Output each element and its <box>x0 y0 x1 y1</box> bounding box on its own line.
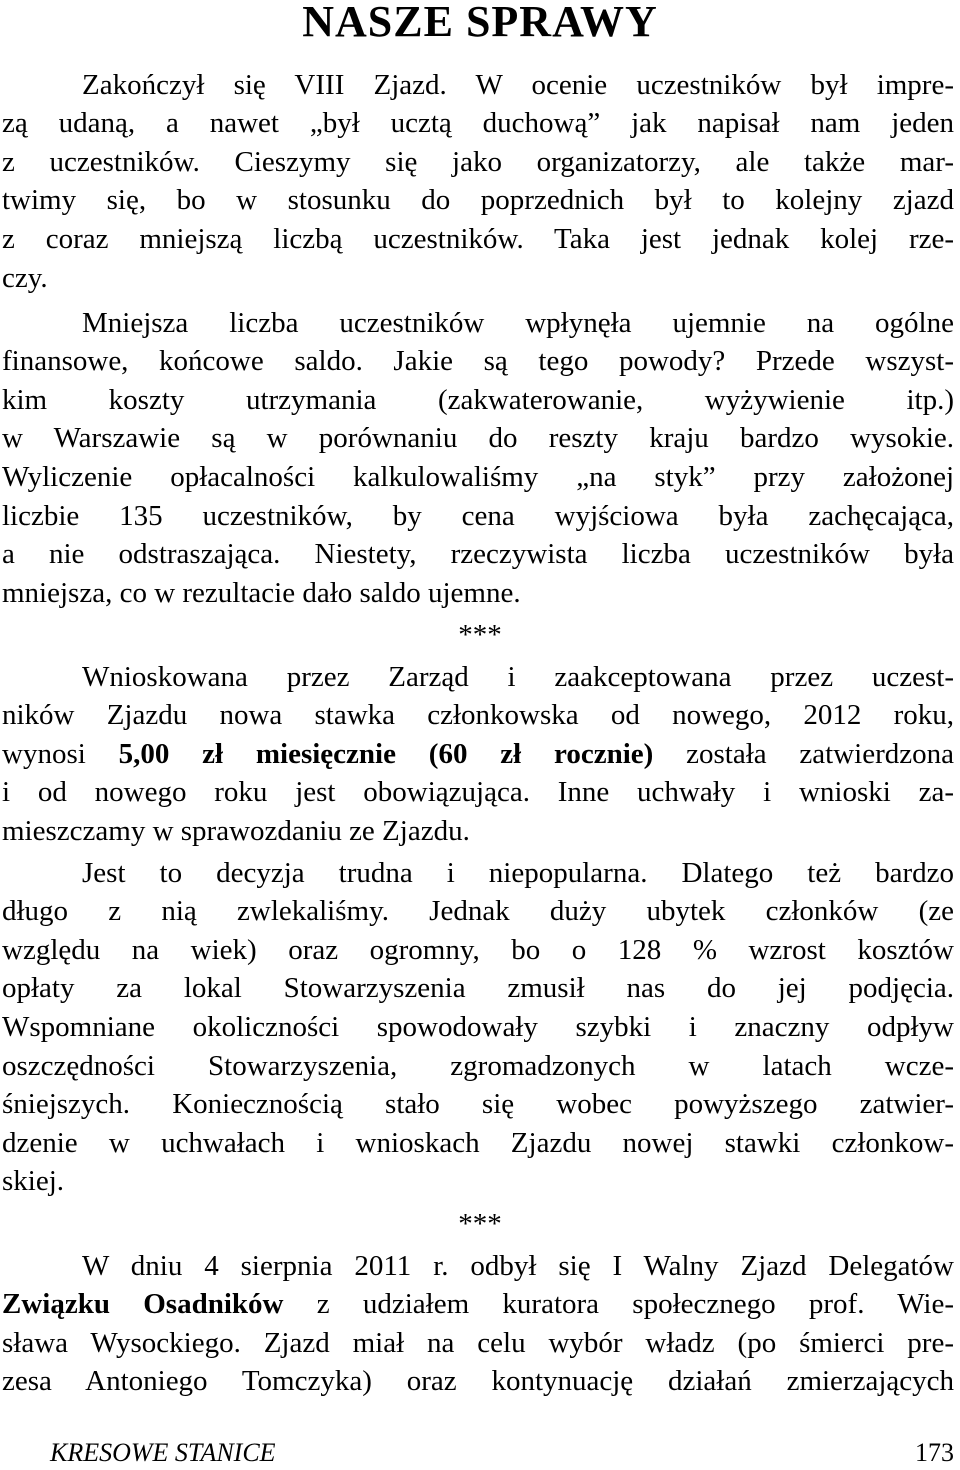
paragraph-2-line: w Warszawie są w porównaniu do reszty kraju bardzo wysokie. <box>2 422 954 455</box>
page-number: 173 <box>915 1438 954 1467</box>
paragraph-2-line: finansowe, końcowe saldo. Jakie są tego powody? Przede wszyst- <box>2 345 954 378</box>
paragraph-1-line: z coraz mniejszą liczbą uczestników. Taka jest jednak kolej rze- <box>2 222 954 255</box>
paragraph-4-line: Wspomniane okoliczności spowodowały szybki i znaczny odpływ <box>2 1010 954 1043</box>
membership-fee-amount: 5,00 zł miesięcznie (60 zł rocznie) <box>118 737 654 770</box>
paragraph-2-line: a nie odstraszająca. Niestety, rzeczywista liczba uczestników była <box>2 538 954 571</box>
paragraph-3-line: i od nowego roku jest obowiązująca. Inne uchwały i wnioski za- <box>2 776 954 809</box>
paragraph-5-line: zesa Antoniego Tomczyka) oraz kontynuację działań zmierzających <box>2 1365 954 1398</box>
organization-name: Związku Osadników <box>2 1288 284 1321</box>
paragraph-2-line: liczbie 135 uczestników, by cena wyjściowa była zachęcająca, <box>2 499 954 532</box>
text-fragment: wynosi <box>2 737 119 770</box>
paragraph-2-line: Mniejsza liczba uczestników wpłynęła ujemnie na ogólne <box>82 306 954 339</box>
paragraph-1-line: twimy się, bo w stosunku do poprzednich był to kolejny zjazd <box>2 184 954 217</box>
paragraph-1-line: Zakończył się VIII Zjazd. W ocenie uczestników był impre- <box>82 68 954 101</box>
publication-name: KRESOWE STANICE <box>50 1438 276 1467</box>
paragraph-4-line: śniejszych. Koniecznością stało się wobec powyższego zatwier- <box>2 1088 954 1121</box>
paragraph-4-line: długo z nią zwlekaliśmy. Jednak duży ubytek członków (ze <box>2 895 954 928</box>
paragraph-3-line: Wnioskowana przez Zarząd i zaakceptowana przez uczest- <box>82 660 954 693</box>
paragraph-1-line: czy. <box>2 261 48 294</box>
paragraph-1-line: z uczestników. Cieszymy się jako organizatorzy, ale także mar- <box>2 145 954 178</box>
paragraph-2-line: mniejsza, co w rezultacie dało saldo ujemne. <box>2 576 521 609</box>
paragraph-3-line: mieszczamy w sprawozdaniu ze Zjazdu. <box>2 814 470 847</box>
section-separator: *** <box>458 1207 502 1240</box>
paragraph-3-line: ników Zjazdu nowa stawka członkowska od nowego, 2012 roku, <box>2 699 954 732</box>
paragraph-5-line: sława Wysockiego. Zjazd miał na celu wybór władz (po śmierci pre- <box>2 1326 954 1359</box>
paragraph-2-line: kim koszty utrzymania (zakwaterowanie, wyżywienie itp.) <box>2 383 954 416</box>
paragraph-5-line: W dniu 4 sierpnia 2011 r. odbył się I Walny Zjazd Delegatów <box>82 1249 954 1282</box>
section-separator: *** <box>458 618 502 651</box>
paragraph-3-line <box>2 735 954 774</box>
paragraph-2-line: Wyliczenie opłacalności kalkulowaliśmy „na styk” przy założonej <box>2 460 954 493</box>
text-fragment: z udziałem kuratora społecznego prof. Wie- <box>283 1288 954 1321</box>
text-fragment: została zatwierdzona <box>653 737 954 770</box>
paragraph-4-line: skiej. <box>2 1165 65 1198</box>
paragraph-4-line: Jest to decyzja trudna i niepopularna. Dlatego też bardzo <box>82 856 954 889</box>
page-title: NASZE SPRAWY <box>302 0 658 46</box>
paragraph-5-line <box>2 1285 954 1324</box>
paragraph-4-line: oszczędności Stowarzyszenia, zgromadzonych w latach wcze- <box>2 1049 954 1082</box>
paragraph-4-line: względu na wiek) oraz ogromny, bo o 128 % wzrost kosztów <box>2 933 954 966</box>
paragraph-1-line: zą udaną, a nawet „był ucztą duchową” jak napisał nam jeden <box>2 107 954 140</box>
paragraph-4-line: dzenie w uchwałach i wnioskach Zjazdu nowej stawki członkow- <box>2 1126 954 1159</box>
paragraph-4-line: opłaty za lokal Stowarzyszenia zmusił nas do jej podjęcia. <box>2 972 954 1005</box>
